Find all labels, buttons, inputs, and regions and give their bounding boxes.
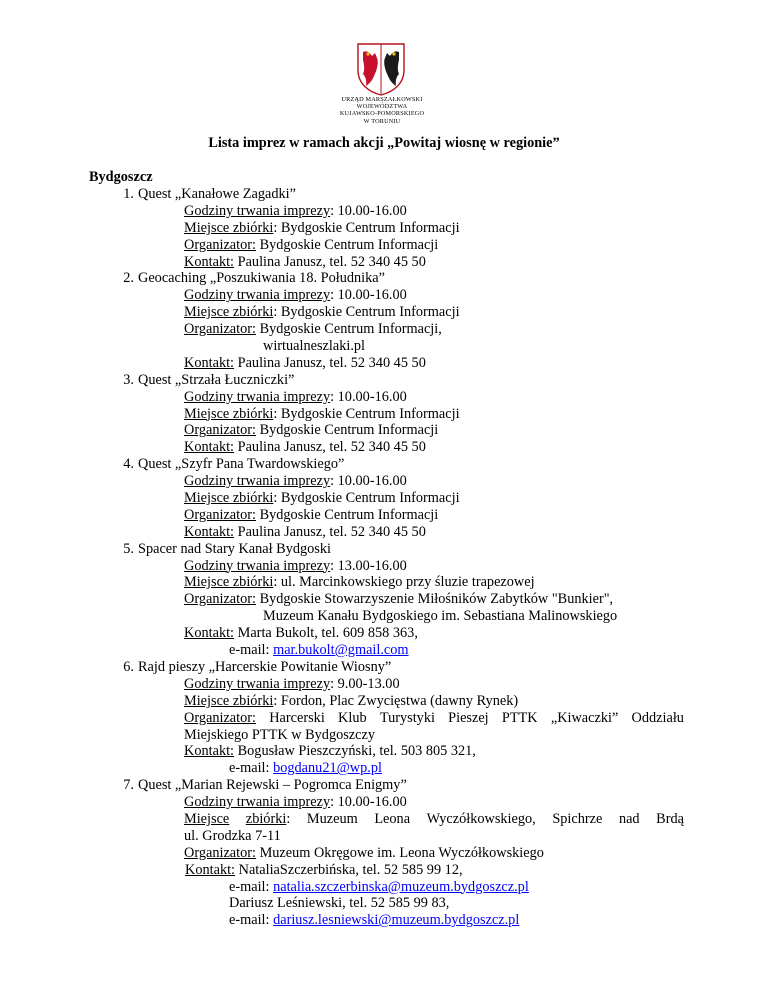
email-prefix: e-mail: [229,760,274,777]
place-label: Miejsce zbiórki [184,304,274,321]
event-title: Quest „Marian Rejewski – Pogromca Enigmy” [138,777,407,794]
email-prefix: e-mail: [229,878,274,895]
organizer-continuation: wirtualneszlaki.pl [263,338,366,355]
event-title-line [0,541,768,558]
place-word: Wyczółkowskiego, [426,810,536,827]
office-name [330,96,434,125]
place-word: Leona [374,810,411,827]
email-link[interactable]: natalia.szczerbinska@muzeum.bydgoszcz.pl [273,878,529,895]
hours-value: : 10.00-16.00 [330,794,407,811]
organizer-value: Bydgoskie Centrum Informacji [256,506,439,523]
contact-label: Kontakt: [184,625,235,642]
event-number: 6. [123,658,134,675]
coat-of-arms-icon [355,42,407,96]
place-value: : Fordon, Plac Zwycięstwa (dawny Rynek) [273,692,519,709]
event-title: Quest „Szyfr Pana Twardowskiego” [138,456,345,473]
place-label: Miejsce zbiórki [184,219,274,236]
contact-value: Marta Bukolt, tel. 609 858 363, [234,625,418,642]
event-title: Quest „Kanałowe Zagadki” [138,186,296,202]
contact-value: Dariusz Leśniewski, tel. 52 585 99 83, [229,895,450,912]
contact-label: Kontakt: [185,861,236,878]
hours-label: Godziny trwania imprezy [184,794,331,811]
hours-value: : 9.00-13.00 [330,675,400,692]
organizer-label: Organizator: [184,321,256,338]
organizer-word: PTTK [501,709,538,726]
organizer-word: Turystyki [379,709,435,726]
place-label: Miejsce zbiórki [184,405,274,422]
contact-label: Kontakt: [184,354,235,371]
place-word: nad [618,810,640,827]
hours-label: Godziny trwania imprezy [184,557,331,574]
organizer-word: Oddziału [631,709,684,726]
hours-value: : 13.00-16.00 [330,557,407,574]
place-continuation: ul. Grodzka 7-11 [184,827,281,844]
hours-label: Godziny trwania imprezy [184,287,331,304]
place-word: Spichrze [552,810,603,827]
event-number: 7. [123,777,134,794]
organizer-word: Klub [338,709,367,726]
event-list [0,186,768,929]
organizer-value: Bydgoskie Centrum Informacji, [256,321,442,338]
event-title: Quest „Strzała Łuczniczki” [138,371,295,388]
place-value: : Bydgoskie Centrum Informacji [273,490,460,507]
event-number: 4. [123,456,134,473]
event-title-line [0,659,768,676]
place-value: : ul. Marcinkowskiego przy śluzie trapezowej [273,574,535,591]
place-justified-line [184,811,684,828]
email-link[interactable]: mar.bukolt@gmail.com [273,642,409,659]
event-title-line [0,186,768,203]
place-label-word: zbiórki: [245,810,291,827]
contact-value: NataliaSzczerbińska, tel. 52 585 99 12, [235,861,463,878]
place-value: : Bydgoskie Centrum Informacji [273,304,460,321]
organizer-value: Muzeum Okręgowe im. Leona Wyczółkowskiego [256,844,544,861]
hours-value: : 10.00-16.00 [330,388,407,405]
event-title-line [0,372,768,389]
email-prefix: e-mail: [229,642,274,659]
hours-label: Godziny trwania imprezy [184,675,331,692]
organizer-label: Organizator: [184,506,256,523]
office-line: KUJAWSKO-POMORSKIEGO [339,110,425,118]
event-number: 2. [123,270,134,287]
event-number: 3. [123,371,134,388]
place-label: Miejsce zbiórki [184,490,274,507]
event-title: Rajd pieszy „Harcerskie Powitanie Wiosny” [138,658,392,675]
contact-value: Paulina Janusz, tel. 52 340 45 50 [234,354,426,371]
contact-value: Paulina Janusz, tel. 52 340 45 50 [234,253,426,270]
place-value: : Bydgoskie Centrum Informacji [273,405,460,422]
hours-value: : 10.00-16.00 [330,473,407,490]
contact-value: Bogusław Pieszczyński, tel. 503 805 321, [234,743,476,760]
organizer-word: Pieszej [448,709,489,726]
office-line: W TORUNIU [363,117,401,125]
contact-label: Kontakt: [184,523,235,540]
organizer-label: Organizator: [184,236,256,253]
document-title: Lista imprez w ramach akcji „Powitaj wiosnę w regionie” [208,135,560,151]
organizer-value: Bydgoskie Centrum Informacji [256,236,439,253]
office-line: WOJEWÓDZTWA [356,103,408,111]
contact-label: Kontakt: [184,439,235,456]
place-value: : Bydgoskie Centrum Informacji [273,219,460,236]
email-prefix: e-mail: [229,912,274,929]
organizer-label: Organizator: [184,422,256,439]
hours-value: : 10.00-16.00 [330,202,407,219]
organizer-value: Bydgoskie Stowarzyszenie Miłośników Zabytków "Bunkier", [256,591,614,608]
organizer-continuation: Muzeum Kanału Bydgoskiego im. Sebastiana Malinowskiego [263,608,618,625]
place-label: Miejsce zbiórki [184,574,274,591]
event-number: 1. [123,186,134,202]
contact-label: Kontakt: [184,743,235,760]
event-number: 5. [123,540,134,557]
email-link[interactable]: bogdanu21@wp.pl [273,760,382,777]
hours-label: Godziny trwania imprezy [184,388,331,405]
place-label-word: Miejsce [184,810,230,827]
organizer-word: „Kiwaczki” [550,709,619,726]
organizer-label: Organizator: [184,844,256,861]
event-title: Spacer nad Stary Kanał Bydgoski [138,540,331,557]
city-heading: Bydgoszcz [89,169,153,185]
place-word: Brdą [656,810,684,827]
organizer-continuation: Miejskiego PTTK w Bydgoszczy [184,726,375,743]
organizer-label: Organizator: [184,709,256,726]
event-title-line [0,270,768,287]
organizer-label: Organizator: [184,591,256,608]
place-label: Miejsce zbiórki [184,692,274,709]
organizer-word: Harcerski [269,709,325,726]
hours-label: Godziny trwania imprezy [184,202,331,219]
contact-value: Paulina Janusz, tel. 52 340 45 50 [234,439,426,456]
event-title-line [0,456,768,473]
hours-value: : 10.00-16.00 [330,287,407,304]
event-title: Geocaching „Poszukiwania 18. Południka” [138,270,385,287]
organizer-justified-line [184,710,684,727]
contact-label: Kontakt: [184,253,235,270]
email-link[interactable]: dariusz.lesniewski@muzeum.bydgoszcz.pl [273,912,520,929]
place-word: Muzeum [306,810,358,827]
office-line: URZĄD MARSZAŁKOWSKI [341,96,423,103]
organizer-value: Bydgoskie Centrum Informacji [256,422,439,439]
hours-label: Godziny trwania imprezy [184,473,331,490]
contact-value: Paulina Janusz, tel. 52 340 45 50 [234,523,426,540]
event-title-line [0,777,768,794]
